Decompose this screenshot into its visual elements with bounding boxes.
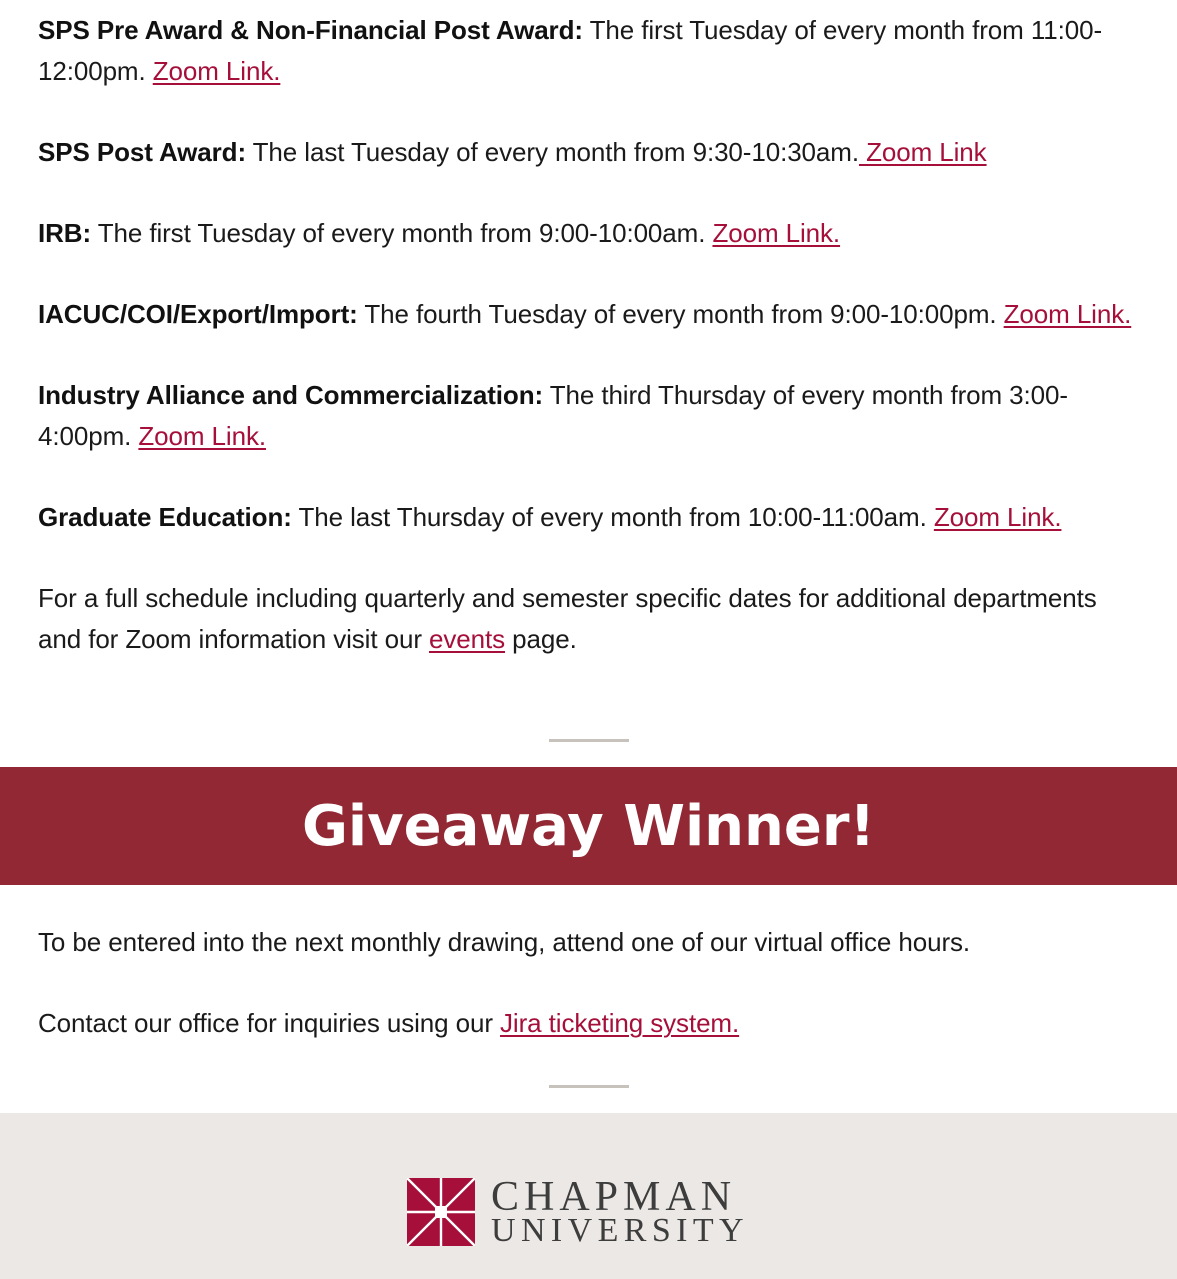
zoom-link[interactable]: Zoom Link. bbox=[712, 218, 841, 248]
office-hours-item bbox=[38, 294, 1139, 335]
giveaway-section bbox=[38, 922, 1138, 1044]
office-hours-title: SPS Post Award: bbox=[38, 137, 246, 167]
zoom-link[interactable]: Zoom Link. bbox=[933, 502, 1062, 532]
schedule-note bbox=[38, 578, 1139, 660]
office-hours-title: Industry Alliance and Commercialization: bbox=[38, 380, 544, 410]
office-hours-item bbox=[38, 213, 1139, 254]
schedule-note-suffix: page. bbox=[505, 624, 577, 654]
office-hours-text: The last Thursday of every month from 10:00-11:00am. bbox=[291, 502, 934, 532]
zoom-link[interactable]: Zoom Link. bbox=[152, 56, 281, 86]
giveaway-banner bbox=[0, 767, 1177, 885]
office-hours-title: IACUC/COI/Export/Import: bbox=[38, 299, 358, 329]
office-hours-title: Graduate Education: bbox=[38, 502, 292, 532]
logo-line-chapman: CHAPMAN bbox=[491, 1174, 737, 1220]
office-hours-item bbox=[38, 375, 1139, 457]
office-hours-text: The fourth Tuesday of every month from 9:00-10:00pm. bbox=[357, 299, 1004, 329]
chapman-window-icon bbox=[407, 1178, 475, 1246]
section-divider bbox=[549, 1085, 629, 1088]
office-hours-text: The last Tuesday of every month from 9:30-10:30am. bbox=[246, 137, 859, 167]
logo-line-university: UNIVERSITY bbox=[491, 1212, 749, 1249]
office-hours-item bbox=[38, 132, 1139, 173]
section-divider bbox=[549, 739, 629, 742]
events-link[interactable]: events bbox=[429, 624, 506, 654]
chapman-university-logo[interactable] bbox=[407, 1176, 749, 1248]
zoom-link[interactable]: Zoom Link bbox=[858, 137, 987, 167]
zoom-link[interactable]: Zoom Link. bbox=[138, 421, 266, 451]
contact-note-text: Contact our office for inquiries using our bbox=[38, 1008, 501, 1038]
drawing-note: To be entered into the next monthly drawing, attend one of our virtual office hours. bbox=[38, 927, 971, 957]
contact-note bbox=[38, 1003, 1138, 1044]
office-hours-title: IRB: bbox=[38, 218, 92, 248]
zoom-link[interactable]: Zoom Link. bbox=[1003, 299, 1132, 329]
office-hours-item bbox=[38, 497, 1139, 538]
jira-ticketing-link[interactable]: Jira ticketing system. bbox=[500, 1008, 740, 1038]
office-hours-item bbox=[38, 10, 1139, 92]
office-hours-text: The first Tuesday of every month from 11:00-12:00pm. bbox=[38, 15, 1103, 86]
office-hours-text: The third Thursday of every month from 3:00-4:00pm. bbox=[38, 380, 1068, 451]
logo-wordmark bbox=[491, 1176, 749, 1248]
schedule-note-text: For a full schedule including quarterly and semester specific dates for additional departments and for Zoom information visit our bbox=[38, 583, 1097, 654]
office-hours-text: The first Tuesday of every month from 9:00-10:00am. bbox=[91, 218, 713, 248]
banner-title: Giveaway Winner! bbox=[301, 793, 876, 859]
office-hours-title: SPS Pre Award & Non-Financial Post Award: bbox=[38, 15, 583, 45]
